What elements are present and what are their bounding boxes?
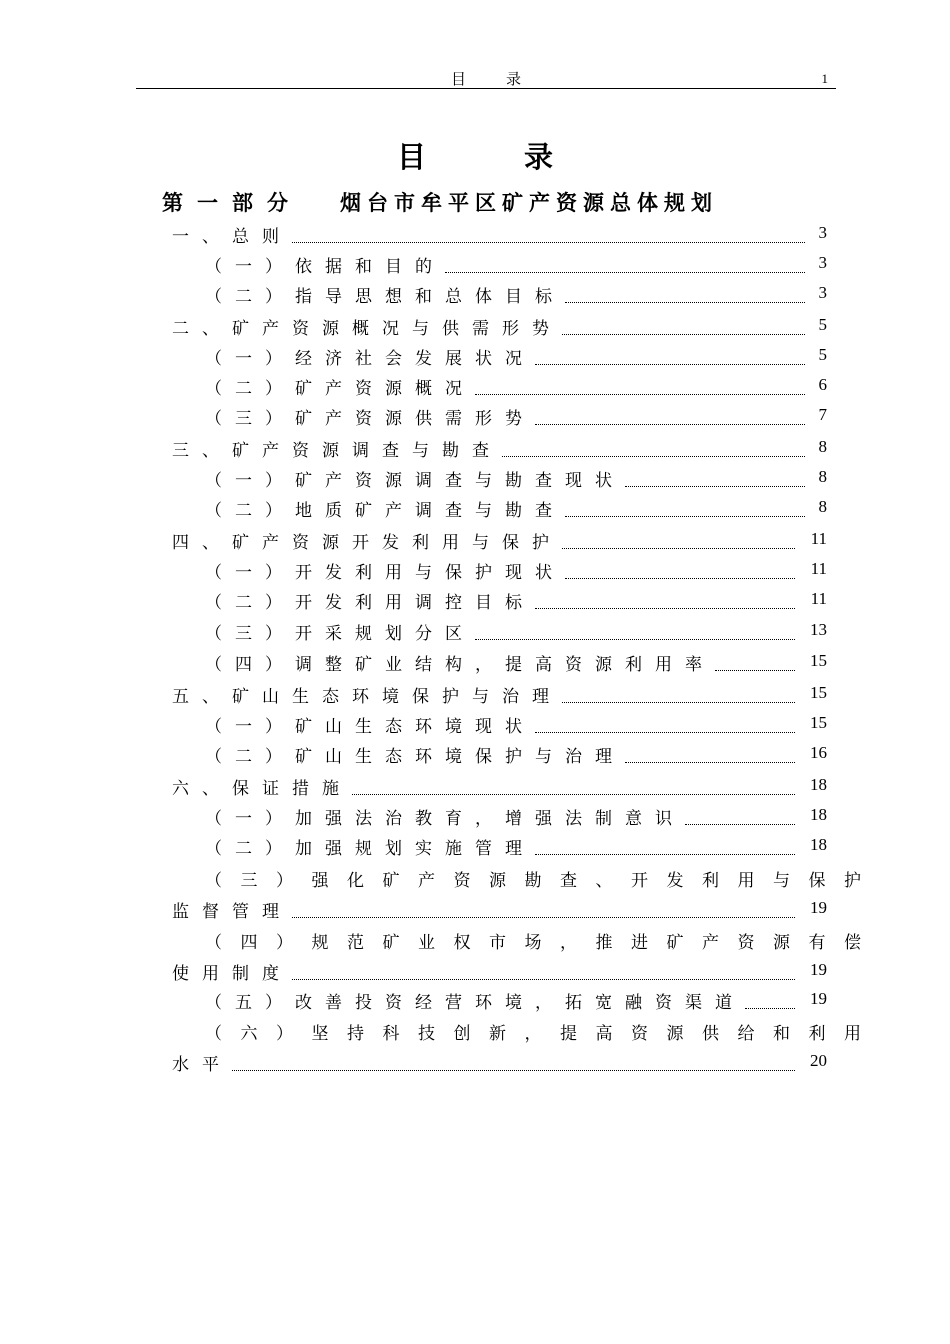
toc-entry-text: 水平 <box>172 1055 232 1075</box>
toc-entry-text: （一）经济社会发展状况 <box>205 349 535 369</box>
toc-leader-dots <box>475 639 795 640</box>
toc-entry-text: 使用制度 <box>172 964 292 984</box>
page-header <box>136 66 836 89</box>
part-heading <box>162 187 718 217</box>
toc-leader-dots <box>535 424 805 425</box>
toc-entry-text: （四）规范矿业权市场，推进矿产资源有偿 <box>205 933 880 953</box>
toc-entry[interactable] <box>0 1019 950 1045</box>
toc-entry-text: （二）矿产资源概况 <box>205 379 475 399</box>
toc-entry-text: 三、矿产资源调查与勘查 <box>172 441 502 461</box>
toc-leader-dots <box>625 486 805 487</box>
toc-page-number: 8 <box>818 467 827 486</box>
toc-entry[interactable] <box>0 314 950 340</box>
toc-entry-text: 六、保证措施 <box>172 779 352 799</box>
toc-entry[interactable] <box>0 804 950 830</box>
toc-entry-text: （一）加强法治教育，增强法制意识 <box>205 809 685 829</box>
toc-leader-dots <box>535 364 805 365</box>
toc-page-number: 8 <box>818 437 827 456</box>
toc-entry-text: （二）指导思想和总体目标 <box>205 287 565 307</box>
toc-entry[interactable] <box>0 558 950 584</box>
toc-page-number: 5 <box>818 345 827 364</box>
part-label: 第一部分 <box>162 191 302 215</box>
toc-page-number: 15 <box>810 713 827 732</box>
toc-page-number: 3 <box>818 283 827 302</box>
toc-entry[interactable] <box>0 374 950 400</box>
toc-entry-text: 一、总则 <box>172 227 292 247</box>
header-title: 目录 <box>450 70 561 88</box>
toc-page-number: 11 <box>810 559 827 578</box>
toc-entry-text: （二）加强规划实施管理 <box>205 839 535 859</box>
toc-entry-text: （三）强化矿产资源勘查、开发利用与保护 <box>205 871 880 891</box>
toc-entry-text: （二）矿山生态环境保护与治理 <box>205 747 625 767</box>
toc-page-number: 15 <box>810 651 827 670</box>
toc-entry-text: 四、矿产资源开发利用与保护 <box>172 533 562 553</box>
toc-entry[interactable] <box>0 496 950 522</box>
toc-leader-dots <box>565 516 805 517</box>
toc-entry-text: （四）调整矿业结构，提高资源利用率 <box>205 655 715 675</box>
toc-entry[interactable] <box>0 928 950 954</box>
toc-leader-dots <box>445 272 805 273</box>
toc-entry-text: （一）矿产资源调查与勘查现状 <box>205 471 625 491</box>
toc-page-number: 19 <box>810 898 827 917</box>
toc-entry[interactable] <box>0 897 950 923</box>
toc-leader-dots <box>565 302 805 303</box>
toc-leader-dots <box>562 702 795 703</box>
toc-entry[interactable] <box>0 682 950 708</box>
toc-leader-dots <box>535 608 795 609</box>
toc-leader-dots <box>232 1070 795 1071</box>
toc-page-number: 19 <box>810 960 827 979</box>
toc-entry-text: 监督管理 <box>172 902 292 922</box>
toc-page-number: 6 <box>818 375 827 394</box>
toc-page-number: 18 <box>810 805 827 824</box>
toc-entry[interactable] <box>0 436 950 462</box>
toc-leader-dots <box>562 334 805 335</box>
toc-page-number: 3 <box>818 223 827 242</box>
toc-page-number: 13 <box>810 620 827 639</box>
toc-entry[interactable] <box>0 528 950 554</box>
toc-entry[interactable] <box>0 282 950 308</box>
toc-entry[interactable] <box>0 650 950 676</box>
toc-entry[interactable] <box>0 959 950 985</box>
toc-entry-text: （三）矿产资源供需形势 <box>205 409 535 429</box>
toc-page-number: 11 <box>810 589 827 608</box>
toc-entry-text: （一）矿山生态环境现状 <box>205 717 535 737</box>
header-page-number: 1 <box>821 71 828 86</box>
toc-leader-dots <box>625 762 795 763</box>
toc-entry[interactable] <box>0 588 950 614</box>
toc-entry-text: （一）开发利用与保护现状 <box>205 563 565 583</box>
toc-page-number: 8 <box>818 497 827 516</box>
toc-entry-text: （六）坚持科技创新，提高资源供给和利用 <box>205 1024 880 1044</box>
toc-page-number: 20 <box>810 1051 827 1070</box>
toc-leader-dots <box>685 824 795 825</box>
toc-entry[interactable] <box>0 466 950 492</box>
toc-leader-dots <box>352 794 795 795</box>
document-title: 目录 <box>396 140 651 174</box>
toc-entry[interactable] <box>0 619 950 645</box>
toc-entry-text: （二）地质矿产调查与勘查 <box>205 501 565 521</box>
toc-page-number: 16 <box>810 743 827 762</box>
toc-entry[interactable] <box>0 988 950 1014</box>
toc-leader-dots <box>475 394 805 395</box>
toc-leader-dots <box>535 732 795 733</box>
toc-entry-text: （一）依据和目的 <box>205 257 445 277</box>
toc-leader-dots <box>565 578 795 579</box>
toc-page-number: 5 <box>818 315 827 334</box>
toc-entry[interactable] <box>0 834 950 860</box>
toc-page-number: 18 <box>810 835 827 854</box>
toc-entry-text: （五）改善投资经营环境，拓宽融资渠道 <box>205 993 745 1013</box>
toc-page-number: 3 <box>818 253 827 272</box>
toc-leader-dots <box>292 242 805 243</box>
toc-page-number: 18 <box>810 775 827 794</box>
toc-entry-text: 五、矿山生态环境保护与治理 <box>172 687 562 707</box>
toc-leader-dots <box>562 548 795 549</box>
toc-entry[interactable] <box>0 252 950 278</box>
toc-entry-text: （三）开采规划分区 <box>205 624 475 644</box>
toc-entry[interactable] <box>0 404 950 430</box>
toc-entry[interactable] <box>0 712 950 738</box>
toc-entry-text: （二）开发利用调控目标 <box>205 593 535 613</box>
toc-leader-dots <box>745 1008 795 1009</box>
toc-leader-dots <box>535 854 795 855</box>
toc-leader-dots <box>715 670 795 671</box>
toc-entry[interactable] <box>0 742 950 768</box>
toc-entry[interactable] <box>0 222 950 248</box>
part-name: 烟台市牟平区矿产资源总体规划 <box>340 191 718 215</box>
toc-page-number: 15 <box>810 683 827 702</box>
toc-entry[interactable] <box>0 344 950 370</box>
toc-leader-dots <box>502 456 805 457</box>
toc-page-number: 11 <box>810 529 827 548</box>
toc-entry[interactable] <box>0 1050 950 1076</box>
toc-page-number: 7 <box>818 405 827 424</box>
toc-entry-text: 二、矿产资源概况与供需形势 <box>172 319 562 339</box>
toc-leader-dots <box>292 979 795 980</box>
toc-entry[interactable] <box>0 866 950 892</box>
toc-leader-dots <box>292 917 795 918</box>
toc-page-number: 19 <box>810 989 827 1008</box>
toc-entry[interactable] <box>0 774 950 800</box>
